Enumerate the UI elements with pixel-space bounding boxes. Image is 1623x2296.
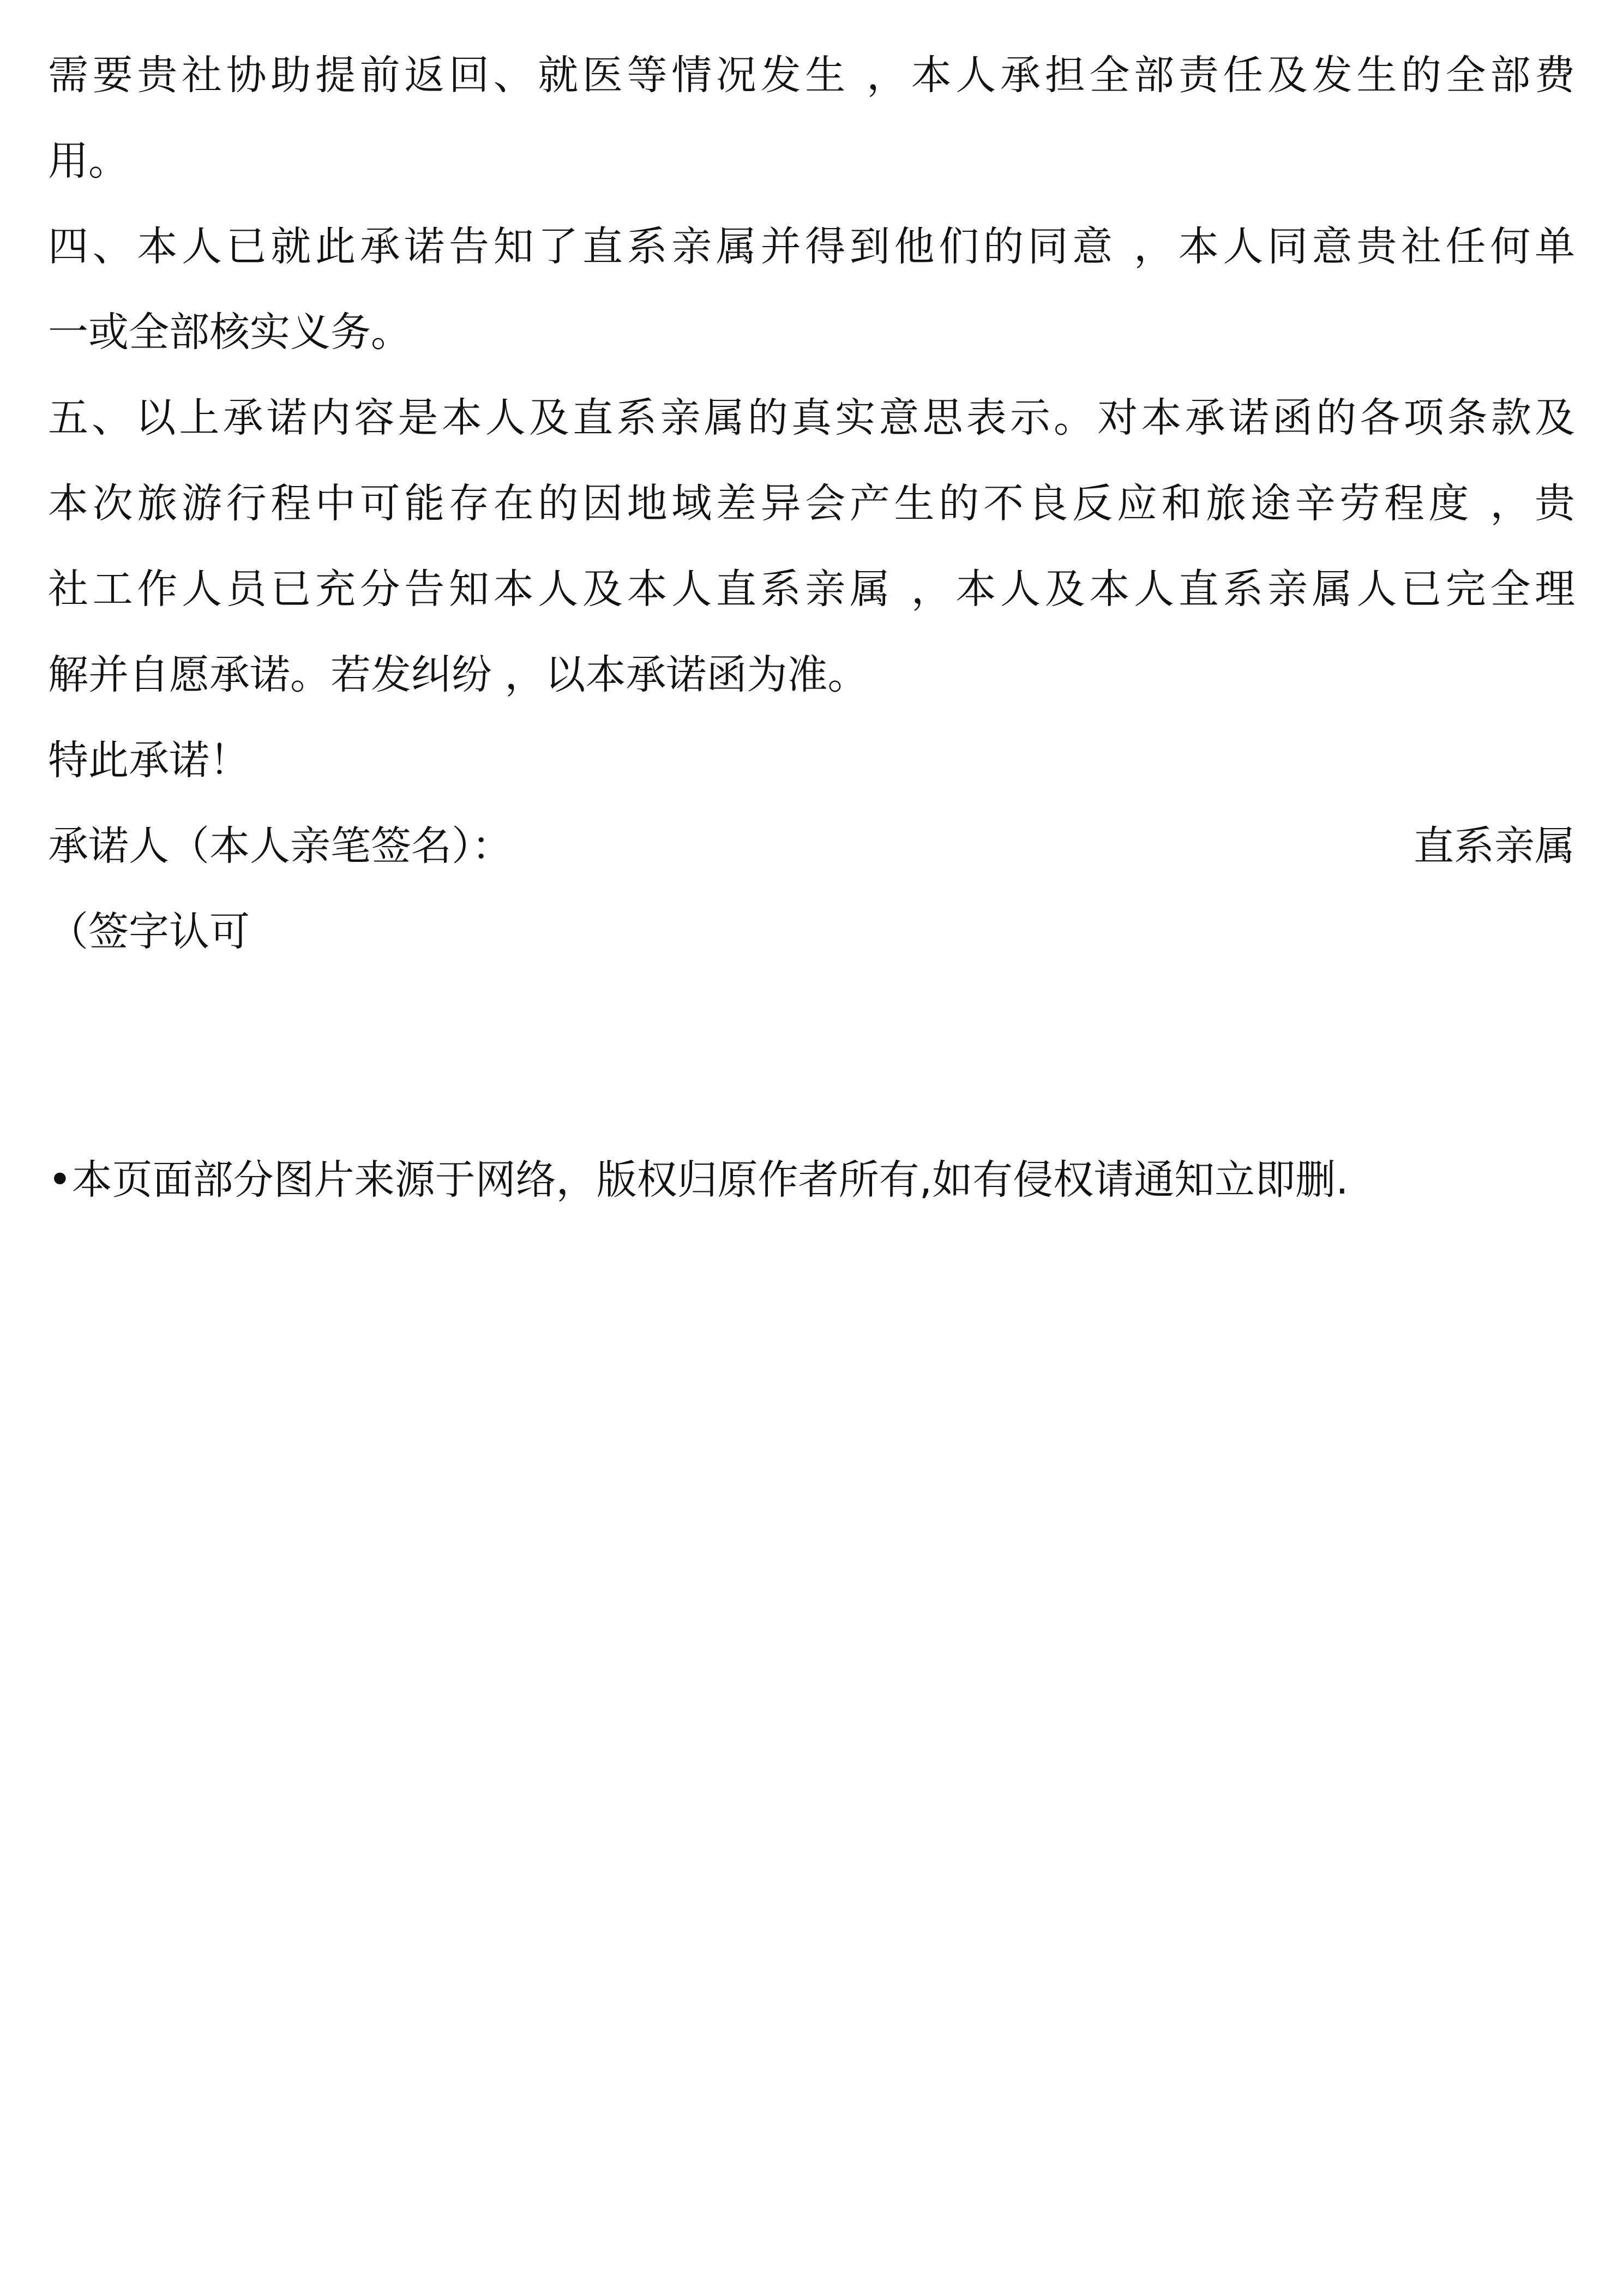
paragraph-4-line-2: 一或全部核实义务。 bbox=[48, 309, 411, 356]
closing-statement: 特此承诺！ bbox=[48, 737, 250, 784]
copyright-footnote: •本页面部分图片来源于网络，版权归原作者所有,如有侵权请通知立即删. bbox=[48, 1156, 1349, 1203]
relative-signature-label: 直系亲属 bbox=[1414, 823, 1575, 870]
paragraph-5-line-3: 社工作人员已充分告知本人及本人直系亲属 ，本人及本人直系亲属人已完全理 bbox=[48, 566, 1575, 613]
paragraph-3-line-2: 需要贵社协助提前返回、就医等情况发生 ，本人承担全部责任及发生的全部费 bbox=[48, 52, 1575, 99]
paragraph-5-line-1: 五、以上承诺内容是本人及直系亲属的真实意思表示。对本承诺函的各项条款及 bbox=[48, 394, 1575, 441]
relative-confirm-label: （签字认可 bbox=[48, 908, 250, 955]
paragraph-5-line-2: 本次旅游行程中可能存在的因地域差异会产生的不良反应和旅途辛劳程度 ，贵 bbox=[48, 480, 1575, 527]
paragraph-3-line-3: 用。 bbox=[48, 137, 129, 184]
paragraph-4-line-1: 四、本人已就此承诺告知了直系亲属并得到他们的同意 ，本人同意贵社任何单 bbox=[48, 223, 1575, 270]
signature-line bbox=[48, 804, 1575, 889]
promisor-signature-label: 承诺人（本人亲笔签名）： bbox=[48, 823, 512, 870]
document-body bbox=[48, 33, 1575, 975]
paragraph-5-line-4: 解并自愿承诺。若发纠纷 ，以本承诺函为准。 bbox=[48, 651, 868, 698]
